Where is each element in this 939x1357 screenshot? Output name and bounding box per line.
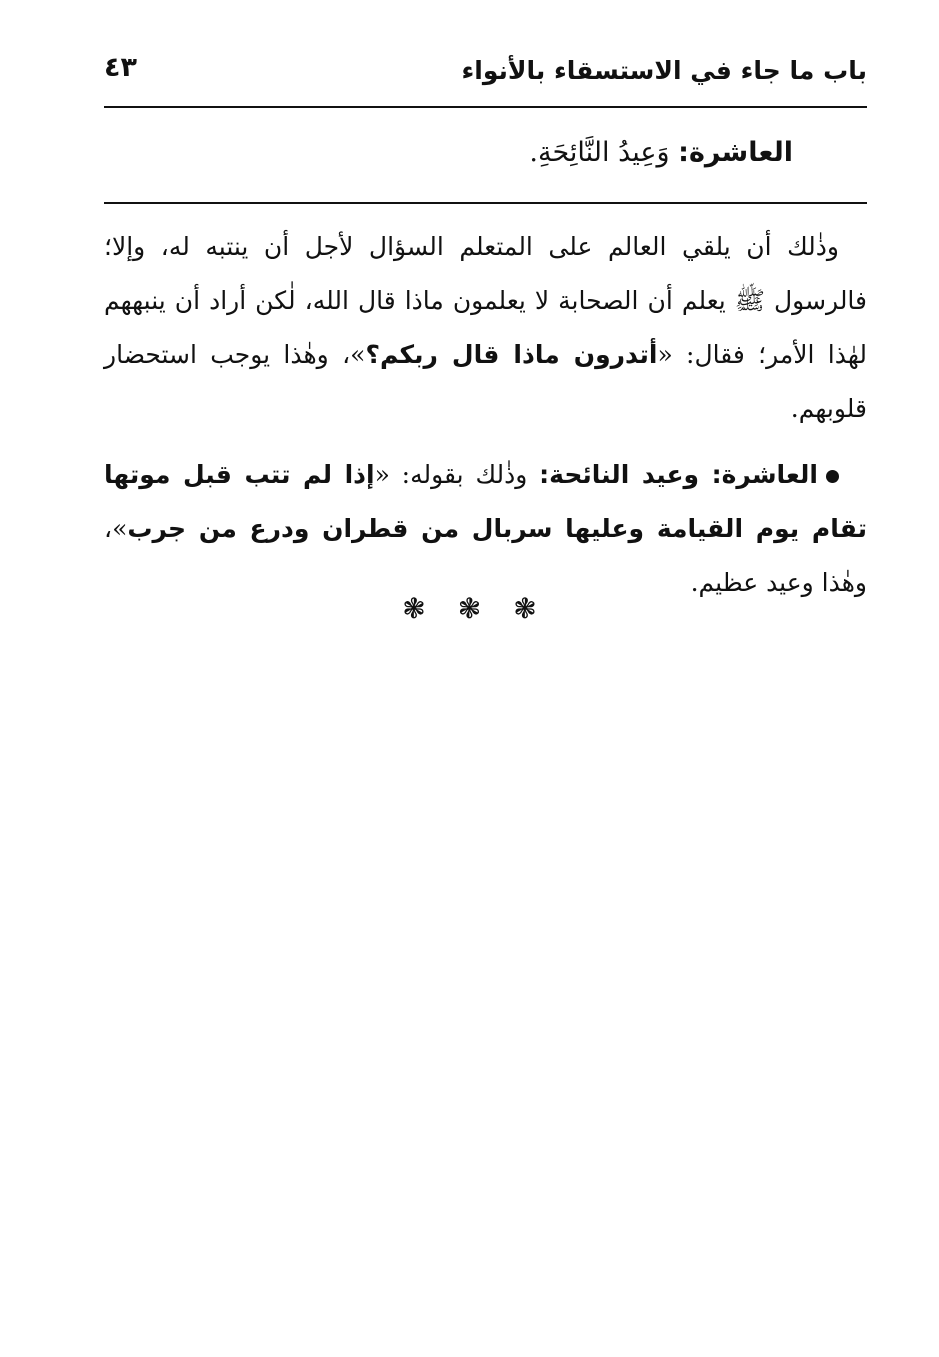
paragraph-1-part-1: وذٰلك أن يلقي العالم على المتعلم السؤال لأجل أن ينتبه له، وإلا؛ فالرسول ﷺ يعلم أن الصحابة لا يعلمون ماذا قال الله، لٰكن أراد أن ينبههم لهٰذا الأمر؛ فقال: « [104,232,867,369]
page-header [104,50,867,98]
section-heading [529,137,793,168]
paragraph-1-part-2: »، وهٰذا يوجب استحضار قلوبهم. [104,340,867,423]
paragraph-2-part-2: »، وهٰذا وعيد عظيم. [104,514,867,597]
bullet-icon [826,470,839,483]
section-heading-text: وَعِيدُ النَّائِحَةِ. [529,137,670,168]
section-separator-asterisks: ❃❃❃ [402,592,569,625]
paragraph-1-hadith-quote: أتدرون ماذا قال ربكم؟ [365,340,658,369]
header-rule [104,106,867,108]
paragraph-2-label: العاشرة: وعيد النائحة: [539,460,818,489]
page-number: ٤٣ [104,52,137,83]
paragraph-2-hadith-quote: إذا لم تتب قبل موتها تقام يوم القيامة وعليها سربال من قطران ودرع من جرب [104,460,867,543]
section-heading-label: العاشرة: [678,137,793,168]
paragraph-2-part-1: وذٰلك بقوله: « [374,460,528,489]
body-text [104,220,867,610]
running-title: باب ما جاء في الاستسقاء بالأنواء [461,56,867,85]
paragraph-point-ten [104,448,867,610]
section-rule [104,202,867,204]
paragraph-explanation [104,220,867,436]
